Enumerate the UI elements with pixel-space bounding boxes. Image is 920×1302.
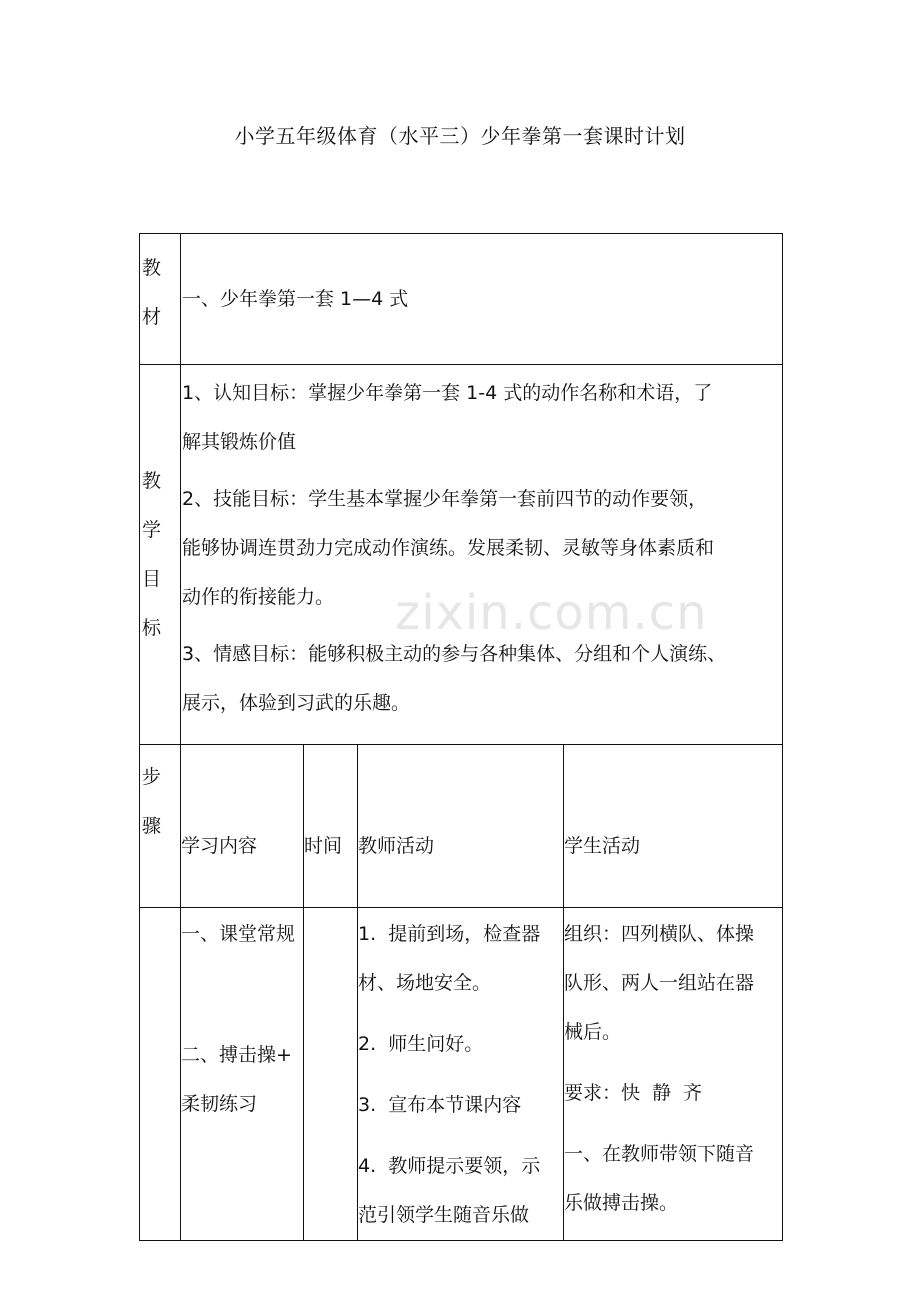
time-cell bbox=[304, 908, 358, 1241]
goals-label-char: 标 bbox=[142, 616, 162, 639]
steps-body-label bbox=[140, 908, 181, 1241]
teacher-line: 1. 提前到场，检查器 bbox=[358, 923, 541, 945]
material-label-char: 材 bbox=[142, 306, 162, 328]
material-content bbox=[181, 234, 783, 365]
teacher-line: 范引领学生随音乐做 bbox=[358, 1204, 530, 1226]
teacher-line: 4. 教师提示要领，示 bbox=[358, 1155, 541, 1177]
material-label bbox=[140, 234, 181, 365]
header-student-activity: 学生活动 bbox=[564, 834, 641, 857]
column-header-time bbox=[304, 745, 358, 908]
steps-label bbox=[140, 745, 181, 908]
page-title: 小学五年级体育（水平三）少年拳第一套课时计划 bbox=[234, 124, 686, 148]
teacher-line: 2. 师生问好。 bbox=[358, 1033, 484, 1055]
goal-line: 2、技能目标：学生基本掌握少年拳第一套前四节的动作要领， bbox=[182, 488, 708, 510]
teacher-activity-cell bbox=[358, 908, 564, 1241]
goals-label-char: 目 bbox=[142, 567, 162, 590]
steps-label-char: 骤 bbox=[142, 815, 162, 837]
content-line: 柔韧练习 bbox=[181, 1093, 258, 1115]
student-activity-cell bbox=[564, 908, 783, 1241]
goal-line: 3、情感目标：能够积极主动的参与各种集体、分组和个人演练、 bbox=[182, 643, 727, 665]
student-line: 队形、两人一组站在器 bbox=[564, 972, 755, 994]
goals-label bbox=[140, 365, 181, 745]
affective-goal bbox=[181, 630, 782, 728]
teacher-line: 材、场地安全。 bbox=[358, 972, 492, 994]
cognitive-goal bbox=[181, 369, 782, 467]
header-teacher-activity: 教师活动 bbox=[358, 834, 435, 857]
goals-content bbox=[181, 365, 783, 745]
material-label-char: 教 bbox=[142, 257, 162, 279]
student-line: 要求：快 静 齐 bbox=[564, 1082, 703, 1104]
goal-line: 解其锻炼价值 bbox=[182, 431, 297, 453]
student-line: 组织：四列横队、体操 bbox=[564, 923, 755, 945]
header-time: 时间 bbox=[304, 834, 343, 857]
goal-line: 1、认知目标：掌握少年拳第一套 1-4 式的动作名称和术语，了 bbox=[182, 382, 713, 404]
learning-content-cell bbox=[181, 908, 304, 1241]
student-line: 械后。 bbox=[564, 1021, 622, 1043]
column-header-student bbox=[564, 745, 783, 908]
material-text: 一、少年拳第一套 1—4 式 bbox=[182, 287, 409, 310]
student-line: 乐做搏击操。 bbox=[564, 1192, 679, 1214]
column-header-content bbox=[181, 745, 304, 908]
goals-label-char: 学 bbox=[142, 518, 162, 541]
content-line bbox=[181, 959, 303, 1008]
goal-line: 展示，体验到习武的乐趣。 bbox=[182, 692, 411, 714]
header-learning-content: 学习内容 bbox=[181, 834, 258, 857]
column-header-teacher bbox=[358, 745, 564, 908]
steps-body-row bbox=[140, 908, 783, 1241]
goal-line: 动作的衔接能力。 bbox=[182, 586, 335, 608]
steps-label-char: 步 bbox=[142, 766, 162, 788]
content-line: 二、搏击操+ bbox=[181, 1044, 292, 1066]
content-line: 一、课堂常规 bbox=[181, 923, 296, 945]
skill-goal bbox=[181, 475, 782, 622]
lesson-plan-table bbox=[139, 233, 783, 1241]
goals-row bbox=[140, 365, 783, 745]
steps-header-row bbox=[140, 745, 783, 908]
student-line: 一、在教师带领下随音 bbox=[564, 1143, 755, 1165]
goal-line: 能够协调连贯劲力完成动作演练。发展柔韧、灵敏等身体素质和 bbox=[182, 537, 715, 559]
material-row bbox=[140, 234, 783, 365]
goals-label-char: 教 bbox=[142, 469, 162, 492]
teacher-line: 3. 宣布本节课内容 bbox=[358, 1094, 522, 1116]
watermark: zixin.com.cn bbox=[395, 585, 708, 641]
